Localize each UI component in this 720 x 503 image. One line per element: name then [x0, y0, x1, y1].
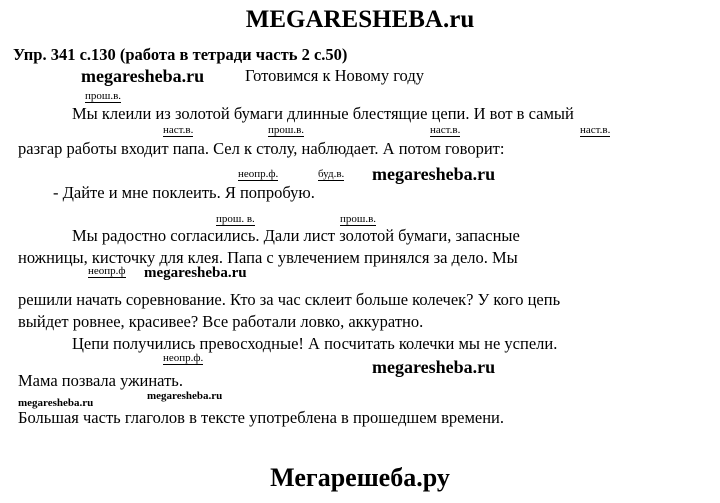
text-line: разгар работы входит папа. Сел к столу, наблюдает. А потом говорит: [18, 139, 505, 158]
text-line: Цепи получились превосходные! А посчитать колечки мы не успели. [72, 334, 558, 353]
text-line: решили начать соревнование. Кто за час склеит больше колечек? У кого цепь [18, 290, 561, 309]
inline-watermark: megaresheba.ru [372, 357, 496, 377]
text-line: выйдет ровнее, красивее? Все работали ловко, аккуратно. [18, 312, 424, 331]
grammar-annotation: наст.в. [163, 124, 194, 136]
exercise-title: Упр. 341 с.130 (работа в тетради часть 2 с.50) [13, 45, 348, 64]
inline-watermark: megaresheba.ru [147, 390, 223, 402]
grammar-annotation: буд.в. [318, 168, 345, 180]
top-site-watermark: MEGARESHEBA.ru [245, 6, 475, 33]
grammar-annotation: наст.в. [580, 124, 611, 136]
text-line: Большая часть глаголов в тексте употреблена в прошедшем времени. [18, 408, 505, 427]
inline-watermark: megaresheba.ru [81, 66, 205, 86]
text-line: Готовимся к Новому году [245, 66, 424, 85]
grammar-annotation: прош. в. [216, 213, 255, 225]
grammar-annotation: неопр.ф. [238, 168, 279, 180]
text-line: Мы радостно согласились. Дали лист золотой бумаги, запасные [72, 226, 520, 245]
text-line: ножницы, кисточку для клея. Папа с увлечением принялся за дело. Мы [18, 248, 518, 267]
text-line: Мы клеили из золотой бумаги длинные блестящие цепи. И вот в самый [72, 104, 574, 123]
bottom-site-watermark: Мегарешеба.ру [270, 463, 450, 492]
grammar-annotation: неопр.ф. [163, 352, 204, 364]
inline-watermark: megaresheba.ru [372, 164, 496, 184]
grammar-annotation: неопр.ф [88, 265, 126, 277]
inline-watermark: megaresheba.ru [18, 397, 94, 409]
grammar-annotation: прош.в. [85, 90, 122, 102]
grammar-annotation: наст.в. [430, 124, 461, 136]
grammar-annotation: прош.в. [340, 213, 377, 225]
text-line: Мама позвала ужинать. [18, 371, 183, 390]
grammar-annotation: прош.в. [268, 124, 305, 136]
inline-watermark: megaresheba.ru [144, 265, 247, 281]
text-line: - Дайте и мне поклеить. Я попробую. [53, 183, 315, 202]
